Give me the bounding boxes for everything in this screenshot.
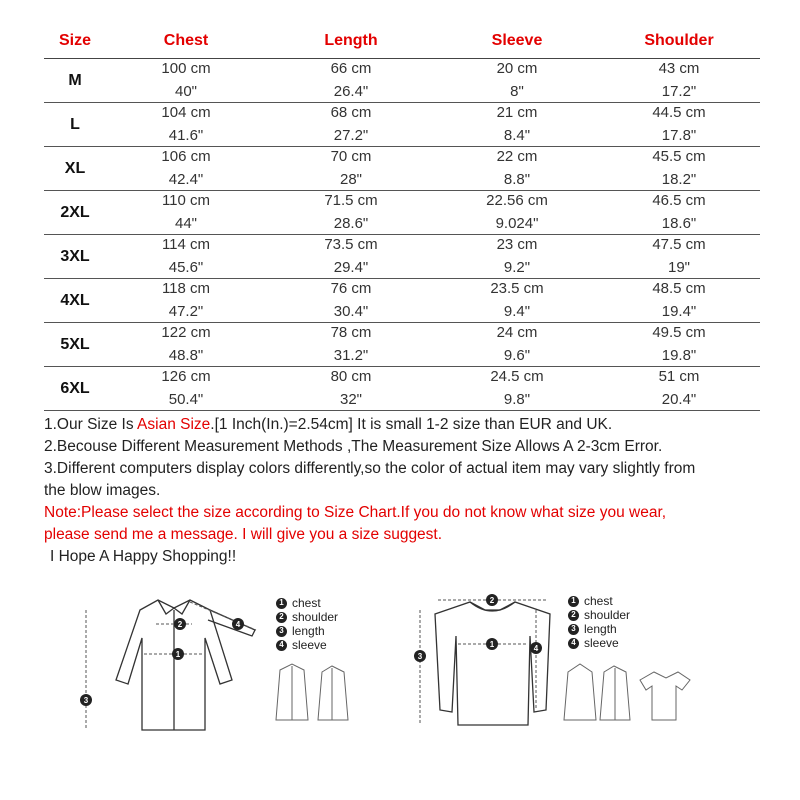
shoulder-cell <box>598 191 760 234</box>
size-label: 6XL <box>60 379 90 397</box>
shoulder-in: 19.4" <box>661 302 697 320</box>
size-label: 2XL <box>60 203 90 221</box>
sw-legend-3: 3 <box>568 624 579 635</box>
shoulder-cm: 44.5 cm <box>652 103 706 121</box>
shoulder-cell <box>598 147 760 190</box>
length-cell <box>266 103 436 146</box>
shoulder-cell <box>598 59 760 102</box>
shoulder-in: 20.4" <box>661 390 697 408</box>
chest-in: 47.2" <box>168 302 204 320</box>
shirt-legend <box>276 596 338 652</box>
shoulder-in: 17.8" <box>661 126 697 144</box>
legend-2: 2 <box>276 612 287 623</box>
header-shoulder: Shoulder <box>644 32 714 49</box>
chest-cell <box>106 279 266 322</box>
sleeve-cm: 24.5 cm <box>490 367 544 385</box>
sleeve-cell <box>436 191 598 234</box>
size-chart-table <box>44 24 760 411</box>
chest-cell <box>106 323 266 366</box>
chest-cm: 118 cm <box>161 279 211 297</box>
sw-legend-1: 1 <box>568 596 579 607</box>
legend-shoulder: shoulder <box>292 610 339 624</box>
sw-sleeve-num: 4 <box>533 644 539 653</box>
length-cell <box>266 147 436 190</box>
note-3a: 3.Different computers display colors differently,so the color of actual item may vary slightly from <box>44 460 696 477</box>
shoulder-cm: 47.5 cm <box>652 235 706 253</box>
chest-cell <box>106 59 266 102</box>
sleeve-cm: 22.56 cm <box>486 191 548 209</box>
length-cell <box>266 191 436 234</box>
length-cell <box>266 323 436 366</box>
sw-legend-4: 4 <box>568 638 579 649</box>
size-label: 5XL <box>60 335 90 353</box>
hoodie-thumb-icon <box>564 664 596 720</box>
sleeve-cm: 24 cm <box>496 323 538 341</box>
sw-chest-num: 1 <box>489 640 495 649</box>
note-1 <box>44 414 760 436</box>
chest-in: 45.6" <box>168 258 204 276</box>
legend-1: 1 <box>276 598 287 609</box>
table-row <box>44 103 760 147</box>
sw-legend-shoulder: shoulder <box>584 608 631 622</box>
chest-cell <box>106 191 266 234</box>
sleeve-in: 9.024" <box>495 214 539 232</box>
table-row <box>44 147 760 191</box>
sleeve-cm: 23.5 cm <box>490 279 544 297</box>
shoulder-cm: 48.5 cm <box>652 279 706 297</box>
chest-cell <box>106 103 266 146</box>
chest-cell <box>106 147 266 190</box>
sleeve-cm: 22 cm <box>496 147 538 165</box>
length-in: 32" <box>339 390 362 408</box>
sleeve-cm: 23 cm <box>496 235 538 253</box>
length-in: 28.6" <box>333 214 369 232</box>
shoulder-in: 19.8" <box>661 346 697 364</box>
table-row <box>44 59 760 103</box>
length-in: 29.4" <box>333 258 369 276</box>
chest-cm: 106 cm <box>161 147 211 165</box>
chest-cm: 122 cm <box>161 323 211 341</box>
closing-note: I Hope A Happy Shopping!! <box>50 548 237 565</box>
chest-in: 42.4" <box>168 170 204 188</box>
length-cell <box>266 59 436 102</box>
note-1-pre: 1.Our Size Is <box>44 416 138 433</box>
sleeve-in: 9.4" <box>503 302 531 320</box>
sw-shoulder-num: 2 <box>489 596 495 605</box>
size-label: L <box>70 115 80 133</box>
shoulder-cm: 49.5 cm <box>652 323 706 341</box>
size-label: M <box>68 71 82 89</box>
shoulder-cm: 51 cm <box>658 367 700 385</box>
sw-length-num: 3 <box>417 652 423 661</box>
sleeve-cm: 20 cm <box>496 59 538 77</box>
sleeve-in: 8" <box>510 82 524 100</box>
length-cell <box>266 279 436 322</box>
sleeve-in: 9.6" <box>503 346 531 364</box>
shoulder-cell <box>598 367 760 410</box>
table-row <box>44 191 760 235</box>
legend-chest: chest <box>292 596 321 610</box>
sweater-legend <box>568 594 630 650</box>
size-label: XL <box>64 159 86 177</box>
length-cell <box>266 367 436 410</box>
shoulder-cm: 43 cm <box>658 59 700 77</box>
shoulder-in: 18.6" <box>661 214 697 232</box>
legend-sleeve: sleeve <box>292 638 327 652</box>
header-size: Size <box>58 32 91 49</box>
shoulder-in: 18.2" <box>661 170 697 188</box>
length-in: 26.4" <box>333 82 369 100</box>
length-cm: 80 cm <box>330 367 372 385</box>
legend-3: 3 <box>276 626 287 637</box>
shoulder-cell <box>598 235 760 278</box>
sleeve-in: 8.4" <box>503 126 531 144</box>
chest-cm: 114 cm <box>161 235 211 253</box>
legend-length: length <box>292 624 325 638</box>
sleeve-in: 8.8" <box>503 170 531 188</box>
chest-cell <box>106 235 266 278</box>
shirt-measure-diagram <box>70 580 370 740</box>
sweater-illustration <box>400 580 700 740</box>
shoulder-cell <box>598 323 760 366</box>
warning-note-a: Note:Please select the size according to Size Chart.If you do not know what size you wear, <box>44 504 667 521</box>
shoulder-cell <box>598 103 760 146</box>
table-row <box>44 367 760 411</box>
chest-cm: 126 cm <box>161 367 211 385</box>
shoulder-cell <box>598 279 760 322</box>
header-chest: Chest <box>163 32 209 49</box>
length-marker-num: 3 <box>83 696 89 705</box>
sleeve-cell <box>436 235 598 278</box>
table-row <box>44 235 760 279</box>
chest-in: 40" <box>174 82 197 100</box>
table-row <box>44 279 760 323</box>
sw-legend-length: length <box>584 622 617 636</box>
chest-in: 44" <box>174 214 197 232</box>
length-in: 27.2" <box>333 126 369 144</box>
header-length: Length <box>324 32 378 49</box>
legend-4: 4 <box>276 640 287 651</box>
sleeve-cell <box>436 103 598 146</box>
chest-cm: 104 cm <box>161 103 211 121</box>
size-notes <box>44 414 760 568</box>
tshirt-thumb-icon <box>640 672 690 720</box>
sleeve-cell <box>436 59 598 102</box>
chest-in: 48.8" <box>168 346 204 364</box>
sleeve-cm: 21 cm <box>496 103 538 121</box>
shoulder-in: 17.2" <box>661 82 697 100</box>
blazer-thumb-icon <box>318 666 348 720</box>
sleeve-cell <box>436 323 598 366</box>
shoulder-cm: 45.5 cm <box>652 147 706 165</box>
shoulder-marker-num: 2 <box>177 620 183 629</box>
length-cm: 66 cm <box>330 59 372 77</box>
shoulder-in: 19" <box>667 258 690 276</box>
sleeve-in: 9.2" <box>503 258 531 276</box>
table-row <box>44 323 760 367</box>
chest-cm: 100 cm <box>161 59 211 77</box>
note-2: 2.Becouse Different Measurement Methods ,The Measurement Size Allows A 2-3cm Error. <box>44 438 663 455</box>
length-cm: 76 cm <box>330 279 372 297</box>
sleeve-in: 9.8" <box>503 390 531 408</box>
note-1-highlight: Asian Size <box>137 416 211 433</box>
length-cell <box>266 235 436 278</box>
warning-note-b: please send me a message. I will give you a size suggest. <box>44 526 443 543</box>
length-in: 31.2" <box>333 346 369 364</box>
length-cm: 78 cm <box>330 323 372 341</box>
sw-legend-chest: chest <box>584 594 613 608</box>
chest-cell <box>106 367 266 410</box>
header-sleeve: Sleeve <box>491 32 543 49</box>
sleeve-cell <box>436 367 598 410</box>
size-label: 3XL <box>60 247 90 265</box>
table-body <box>44 59 760 411</box>
length-cm: 68 cm <box>330 103 372 121</box>
chest-in: 41.6" <box>168 126 204 144</box>
chest-marker-num: 1 <box>175 650 181 659</box>
table-header <box>44 24 760 59</box>
length-in: 30.4" <box>333 302 369 320</box>
sw-legend-sleeve: sleeve <box>584 636 619 650</box>
length-cm: 73.5 cm <box>324 235 378 253</box>
sleeve-cell <box>436 147 598 190</box>
shoulder-cm: 46.5 cm <box>652 191 706 209</box>
size-label: 4XL <box>60 291 90 309</box>
chest-in: 50.4" <box>168 390 204 408</box>
sleeve-marker-num: 4 <box>235 620 241 629</box>
chest-cm: 110 cm <box>161 191 211 209</box>
sweater-measure-diagram <box>400 580 700 740</box>
length-in: 28" <box>339 170 362 188</box>
length-cm: 70 cm <box>330 147 372 165</box>
sw-legend-2: 2 <box>568 610 579 621</box>
note-3b: the blow images. <box>44 482 161 499</box>
sleeve-cell <box>436 279 598 322</box>
length-cm: 71.5 cm <box>324 191 378 209</box>
note-1-post: .[1 Inch(In.)=2.54cm] It is small 1-2 size than EUR and UK. <box>210 416 613 433</box>
